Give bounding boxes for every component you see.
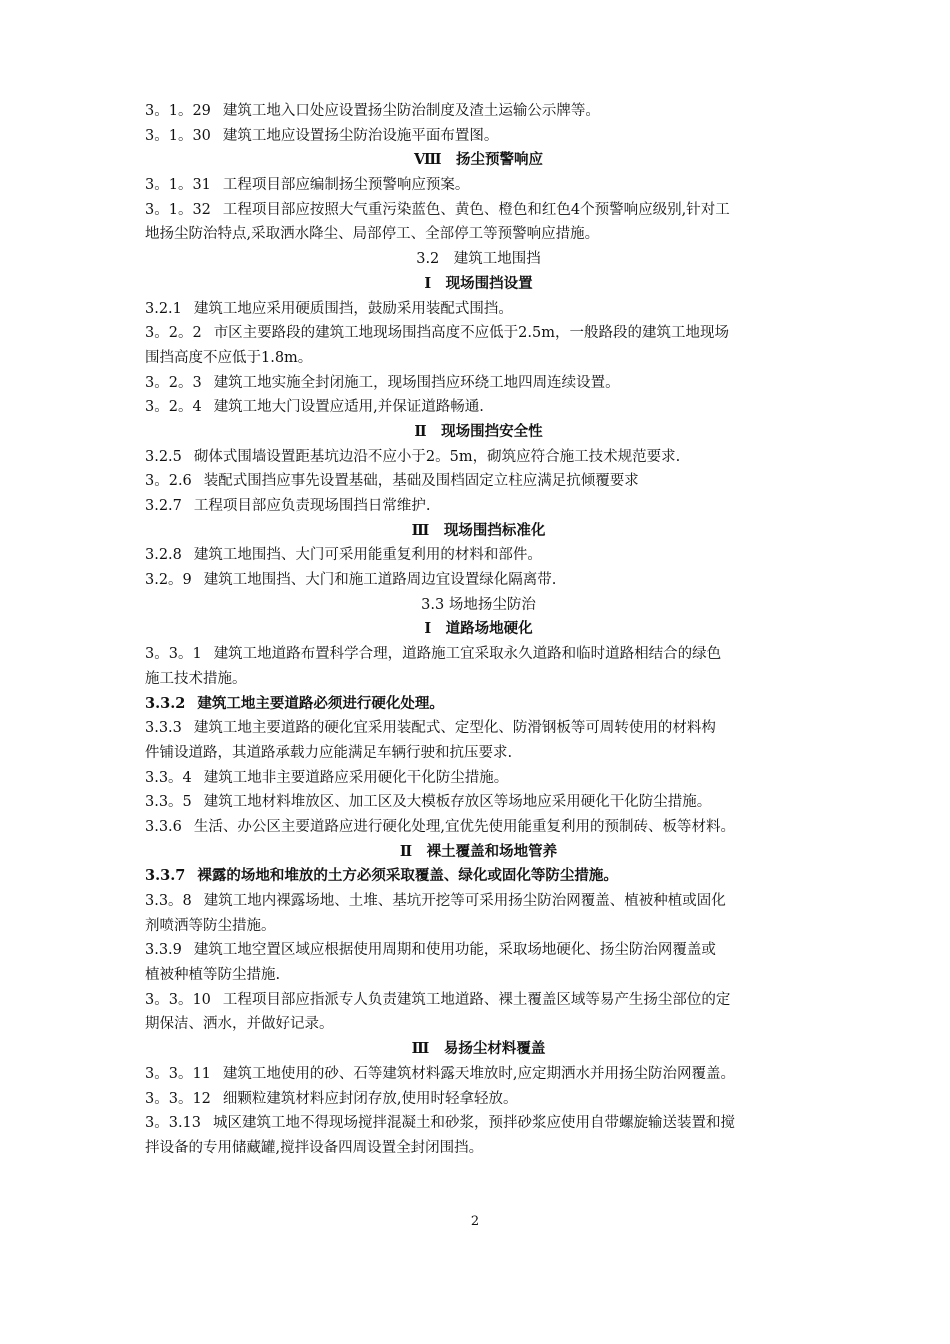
clause-3-3-12: 3。3。12 细颗粒建筑材料应封闭存放,使用时轻拿轻放。 <box>145 1090 518 1107</box>
clause-3-2-3: 3。2。3 建筑工地实施全封闭施工，现场围挡应环绕工地四周连续设置。 <box>145 374 620 391</box>
subsection-heading: Ⅲ 易扬尘材料覆盖 <box>411 1040 546 1058</box>
clause-3-3-3: 3.3.3 建筑工地主要道路的硬化宜采用装配式、定型化、防滑钢板等可周转使用的材料构 <box>145 720 716 737</box>
clause-3-3-7: 3.3.7 裸露的场地和堆放的土方必须采取覆盖、绿化或固化等防尘措施。 <box>145 867 618 885</box>
clause-continuation: 拌设备的专用储藏罐,搅拌设备四周设置全封闭围挡。 <box>145 1139 484 1156</box>
clause-continuation: 件铺设道路，其道路承载力应能满足车辆行驶和抗压要求. <box>145 744 513 761</box>
clause-3-2-4: 3。2。4 建筑工地大门设置应适用,并保证道路畅通. <box>145 399 484 416</box>
subsection-heading: Ⅷ 扬尘预警响应 <box>413 151 544 169</box>
clause-3-3-11: 3。3。11 建筑工地使用的砂、石等建筑材料露天堆放时,应定期洒水并用扬尘防治网覆盖。 <box>145 1065 736 1082</box>
clause-3-2-5: 3.2.5 砌体式围墙设置距基坑边沿不应小于2。5m，砌筑应符合施工技术规范要求. <box>145 448 681 465</box>
clause-3-2-1: 3.2.1 建筑工地应采用硬质围挡，鼓励采用装配式围挡。 <box>145 300 513 317</box>
clause-continuation: 植被种植等防尘措施. <box>145 967 281 984</box>
clause-3-3-2: 3.3.2 建筑工地主要道路必须进行硬化处理。 <box>145 694 444 712</box>
clause-3-1-30: 3。1。30 建筑工地应设置扬尘防治设施平面布置图。 <box>145 127 499 144</box>
clause-3-3-5: 3.3。5 建筑工地材料堆放区、加工区及大模板存放区等场地应采用硬化干化防尘措施。 <box>145 794 712 811</box>
clause-3-3-13: 3。3.13 城区建筑工地不得现场搅拌混凝土和砂浆，预拌砂浆应使用自带螺旋输送装置和搅 <box>145 1115 736 1132</box>
clause-3-1-31: 3。1。31 工程项目部应编制扬尘预警响应预案。 <box>145 177 470 194</box>
section-heading: 3.3 场地扬尘防治 <box>421 596 536 613</box>
subsection-heading: Ⅲ 现场围挡标准化 <box>411 521 546 539</box>
clause-3-3-6: 3.3.6 生活、办公区主要道路应进行硬化处理,宜优先使用能重复利用的预制砖、板等材料。 <box>145 818 736 835</box>
clause-continuation: 施工技术措施。 <box>145 670 247 687</box>
clause-continuation: 地扬尘防治特点,采取洒水降尘、局部停工、全部停工等预警响应措施。 <box>145 226 600 243</box>
clause-continuation: 围挡高度不应低于1.8m。 <box>145 349 313 366</box>
clause-continuation: 剂喷洒等防尘措施。 <box>145 917 276 934</box>
document-body <box>145 99 812 1161</box>
subsection-heading: Ⅱ 裸土覆盖和场地管养 <box>399 842 558 860</box>
subsection-heading: Ⅰ 现场围挡设置 <box>424 274 533 292</box>
clause-3-3-9: 3.3.9 建筑工地空置区域应根据使用周期和使用功能，采取场地硬化、扬尘防治网覆盖或 <box>145 942 716 959</box>
clause-3-1-29: 3。1。29 建筑工地入口处应设置扬尘防治制度及渣土运输公示牌等。 <box>145 103 600 119</box>
page-number: 2 <box>470 1214 480 1229</box>
subsection-heading: Ⅰ 道路场地硬化 <box>424 620 533 638</box>
clause-3-3-8: 3.3。8 建筑工地内裸露场地、土堆、基坑开挖等可采用扬尘防治网覆盖、植被种植或固化 <box>145 893 726 909</box>
clause-3-2-6: 3。2.6 装配式围挡应事先设置基础，基础及围档固定立柱应满足抗倾覆要求 <box>145 473 639 490</box>
clause-3-3-1: 3。3。1 建筑工地道路布置科学合理，道路施工宜采取永久道路和临时道路相结合的绿色 <box>145 646 722 663</box>
clause-3-3-4: 3.3。4 建筑工地非主要道路应采用硬化干化防尘措施。 <box>145 769 509 786</box>
clause-continuation: 期保洁、洒水，并做好记录。 <box>145 1016 334 1033</box>
subsection-heading: Ⅱ 现场围挡安全性 <box>414 422 543 440</box>
clause-3-2-8: 3.2.8 建筑工地围挡、大门可采用能重复利用的材料和部件。 <box>145 547 542 564</box>
clause-3-2-2: 3。2。2 市区主要路段的建筑工地现场围挡高度不应低于2.5m，一般路段的建筑工地现场 <box>145 325 729 342</box>
clause-3-2-7: 3.2.7 工程项目部应负责现场围挡日常维护. <box>145 498 431 514</box>
clause-3-2-9: 3.2。9 建筑工地围挡、大门和施工道路周边宜设置绿化隔离带. <box>145 572 557 589</box>
clause-3-3-10: 3。3。10 工程项目部应指派专人负责建筑工地道路、裸土覆盖区域等易产生扬尘部位的定 <box>145 991 731 1008</box>
section-heading: 3.2 建筑工地围挡 <box>416 251 541 268</box>
clause-3-1-32: 3。1。32 工程项目部应按照大气重污染蓝色、黄色、橙色和红色4个预警响应级别,针对工 <box>145 201 730 218</box>
